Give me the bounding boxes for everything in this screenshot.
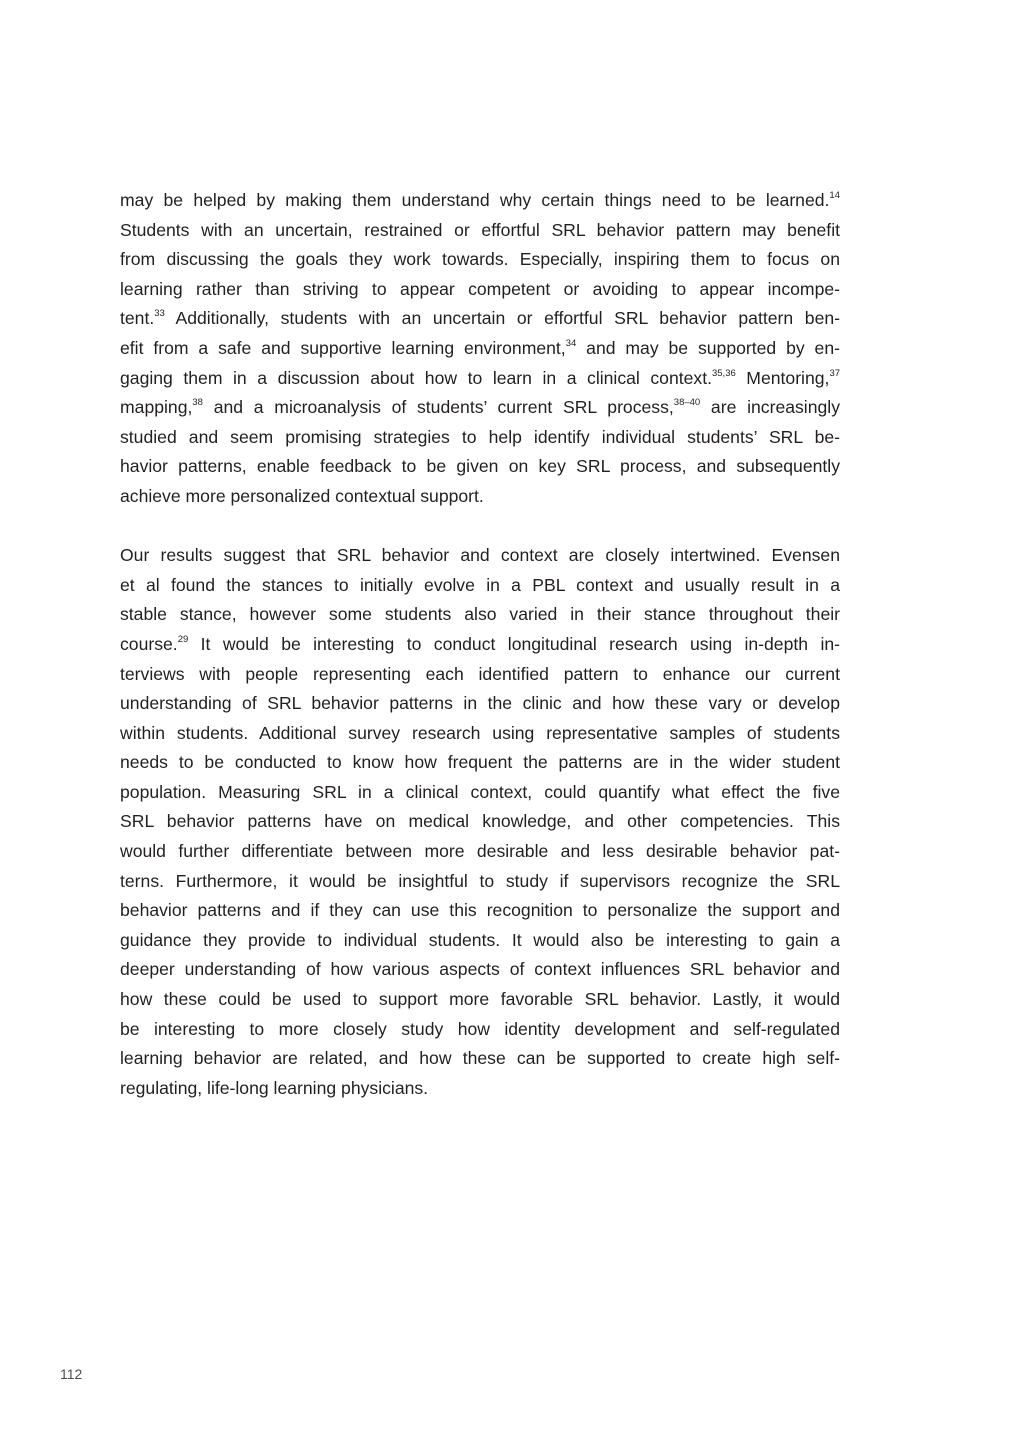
text-line — [120, 719, 840, 749]
text-line — [120, 985, 840, 1015]
text-run: learning rather than striving to appear competent or avoiding to appear incompe- — [120, 278, 840, 299]
text-run: Our results suggest that SRL behavior and context are closely intertwined. Evensen — [120, 545, 840, 566]
text-run: are increasingly — [700, 397, 840, 418]
text-line — [120, 334, 840, 364]
text-line — [120, 364, 840, 394]
text-run: within students. Additional survey research using representative samples of students — [120, 722, 840, 743]
text-run: achieve more personalized contextual support. — [120, 485, 484, 506]
text-run: SRL behavior patterns have on medical knowledge, and other competencies. This — [120, 811, 840, 832]
text-line — [120, 275, 840, 305]
text-line — [120, 748, 840, 778]
paragraph — [120, 186, 840, 512]
text-line — [120, 245, 840, 275]
citation-superscript: 35,36 — [711, 367, 736, 379]
text-run: guidance they provide to individual students. It would also be interesting to gain a — [120, 929, 840, 950]
text-run: would further differentiate between more desirable and less desirable behavior pat- — [120, 841, 840, 862]
text-line — [120, 867, 840, 897]
citation-superscript: 29 — [177, 633, 189, 645]
text-run: mapping, — [120, 397, 193, 418]
text-line — [120, 216, 840, 246]
text-line — [120, 571, 840, 601]
text-run: and a microanalysis of students’ current SRL process, — [202, 397, 674, 418]
text-run: how these could be used to support more favorable SRL behavior. Lastly, it would — [120, 989, 840, 1010]
body-text — [120, 186, 840, 1103]
text-line — [120, 600, 840, 630]
text-run: Additionally, students with an uncertain or effortful SRL behavior pattern ben- — [164, 308, 840, 329]
text-run: behavior patterns and if they can use this recognition to personalize the support and — [120, 900, 840, 921]
text-line — [120, 482, 840, 512]
text-line — [120, 541, 840, 571]
text-run: stable stance, however some students also varied in their stance throughout their — [120, 604, 840, 625]
text-run: tent. — [120, 308, 155, 329]
text-run: gaging them in a discussion about how to learn in a clinical context. — [120, 367, 712, 388]
text-run: Mentoring, — [735, 367, 830, 388]
page-number: 112 — [60, 1366, 83, 1382]
citation-superscript: 34 — [565, 337, 577, 349]
text-line — [120, 304, 840, 334]
text-run: course. — [120, 633, 178, 654]
text-line — [120, 630, 840, 660]
text-run: and may be supported by en- — [576, 337, 840, 358]
text-run: efit from a safe and supportive learning environment, — [120, 337, 566, 358]
citation-superscript: 14 — [829, 190, 840, 201]
text-run: deeper understanding of how various aspects of context influences SRL behavior and — [120, 959, 840, 980]
text-line — [120, 1044, 840, 1074]
citation-superscript: 38 — [192, 397, 203, 409]
text-line — [120, 1015, 840, 1045]
text-run: Students with an uncertain, restrained or effortful SRL behavior pattern may benefit — [120, 219, 840, 240]
text-run: be interesting to more closely study how identity development and self-regulated — [120, 1018, 840, 1039]
text-line — [120, 807, 840, 837]
text-run: learning behavior are related, and how these can be supported to create high self- — [120, 1048, 840, 1069]
text-run: studied and seem promising strategies to help identify individual students’ SRL be- — [120, 426, 840, 447]
text-run: needs to be conducted to know how frequent the patterns are in the wider student — [120, 752, 840, 773]
text-run: It would be interesting to conduct longitudinal research using in-depth in- — [188, 633, 840, 654]
text-line — [120, 660, 840, 690]
text-line — [120, 1074, 840, 1104]
text-line — [120, 955, 840, 985]
text-line — [120, 689, 840, 719]
text-run: may be helped by making them understand why certain things need to be learned. — [120, 190, 830, 210]
text-run: regulating, life-long learning physicians. — [120, 1077, 429, 1098]
text-line — [120, 423, 840, 453]
text-run: et al found the stances to initially evolve in a PBL context and usually result in a — [120, 574, 840, 595]
text-run: terviews with people representing each identified pattern to enhance our current — [120, 663, 840, 684]
text-run: population. Measuring SRL in a clinical context, could quantify what effect the five — [120, 781, 840, 802]
paragraph — [120, 541, 840, 1103]
text-line — [120, 186, 840, 216]
text-line — [120, 837, 840, 867]
text-line — [120, 896, 840, 926]
text-run: understanding of SRL behavior patterns in the clinic and how these vary or develop — [120, 693, 840, 714]
citation-superscript: 38–40 — [673, 397, 701, 409]
text-run: havior patterns, enable feedback to be given on key SRL process, and subsequently — [120, 456, 840, 477]
text-line — [120, 926, 840, 956]
text-line — [120, 452, 840, 482]
text-run: from discussing the goals they work towards. Especially, inspiring them to focus on — [120, 249, 840, 270]
text-line — [120, 778, 840, 808]
citation-superscript: 37 — [829, 367, 841, 379]
citation-superscript: 33 — [154, 308, 165, 320]
paragraph-gap — [120, 512, 840, 542]
text-run: terns. Furthermore, it would be insightful to study if supervisors recognize the SRL — [120, 870, 840, 891]
text-line — [120, 393, 840, 423]
